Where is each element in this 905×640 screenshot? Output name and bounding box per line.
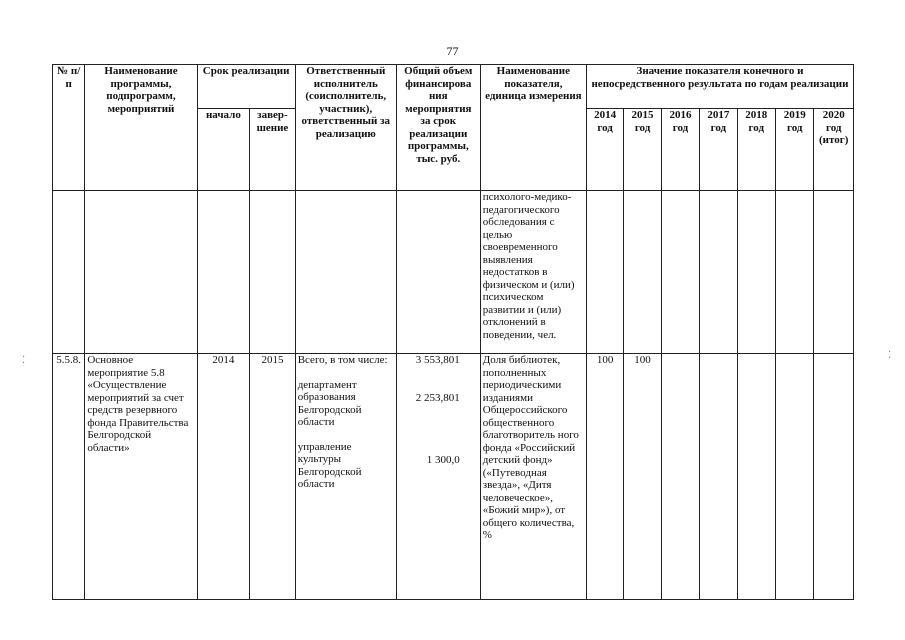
cont-end-cell — [250, 191, 296, 354]
row-value-2016 — [661, 354, 699, 600]
header-values-title: Значение показателя конечного и непосредственного результата по годам реализации — [586, 65, 853, 109]
header-period: Срок реализации — [197, 65, 295, 109]
scan-mark-left: ⁚ — [22, 355, 26, 366]
row-executors — [295, 354, 396, 600]
executor-culture-dept: управление культуры Белгородской области — [297, 440, 362, 490]
cont-value-2016 — [661, 191, 699, 354]
header-num: № п/п — [53, 65, 85, 191]
header-year-2015: 2015 год — [624, 109, 661, 191]
cont-value-2017 — [700, 191, 737, 354]
funding-total: 3 553,801 — [415, 354, 460, 366]
header-row-1 — [53, 65, 854, 109]
cont-value-2015 — [624, 191, 661, 354]
row-name: Основное мероприятие 5.8 «Осуществление мероприятий за счет средств резервного фонда Правительства Белгородской области» — [85, 354, 197, 600]
cont-funding-cell — [396, 191, 480, 354]
row-value-2020 — [814, 354, 854, 600]
continuation-row — [53, 191, 854, 354]
header-name-label: Наименование программы, подпрограмм, мероприятий — [104, 65, 178, 115]
scan-mark-right: ⁚ — [888, 350, 892, 361]
cont-num-cell — [53, 191, 85, 354]
row-value-2019 — [776, 354, 814, 600]
header-end: завер-шение — [250, 109, 296, 191]
header-executor: Ответственный исполнитель (соисполнитель, участник), ответственный за реализацию — [295, 65, 396, 191]
row-indicator: Доля библиотек, пополненных периодическими изданиями Общероссийского общественного благотворитель ного фонда «Российский детский фонд» («Путеводная звезда», «Дитя человеческое», «Божий мир»), от общего количества, % — [480, 354, 586, 600]
program-table — [52, 64, 854, 600]
executor-education-dept: департамент образования Белгородской области — [297, 378, 362, 428]
cont-executor-cell — [295, 191, 396, 354]
row-start: 2014 — [197, 354, 250, 600]
header-year-2016: 2016 год — [661, 109, 699, 191]
header-name — [85, 65, 197, 191]
row-value-2015: 100 — [624, 354, 661, 600]
cont-value-2020 — [814, 191, 854, 354]
page-number: 77 — [446, 44, 459, 58]
header-year-2019: 2019 год — [776, 109, 814, 191]
row-value-2014: 100 — [586, 354, 623, 600]
header-funding: Общий объем финансирова ния мероприятия за срок реализации программы, тыс. руб. — [396, 65, 480, 191]
cont-indicator-cell: психолого-медико-педагогического обследования с целью своевременного выявления недостатков в физическом и (или) психическом развитии и (или) отклонений в поведении, чел. — [480, 191, 586, 354]
row-num: 5.5.8. — [53, 354, 85, 600]
funding-culture-dept: 1 300,0 — [426, 454, 460, 466]
row-value-2017 — [700, 354, 737, 600]
cont-value-2019 — [776, 191, 814, 354]
row-funding — [396, 354, 480, 600]
cont-value-2014 — [586, 191, 623, 354]
header-year-2018: 2018 год — [737, 109, 775, 191]
cont-value-2018 — [737, 191, 775, 354]
header-year-2017: 2017 год — [700, 109, 737, 191]
executor-total: Всего, в том числе: — [297, 354, 388, 366]
funding-education-dept: 2 253,801 — [415, 391, 460, 404]
cont-start-cell — [197, 191, 250, 354]
header-year-2020: 2020 год (итог) — [814, 109, 854, 191]
row-value-2018 — [737, 354, 775, 600]
header-indicator: Наименование показателя, единица измерения — [480, 65, 586, 191]
cont-name-cell — [85, 191, 197, 354]
header-year-2014: 2014 год — [586, 109, 623, 191]
row-end: 2015 — [250, 354, 296, 600]
header-start: начало — [197, 109, 250, 191]
measure-row — [53, 354, 854, 600]
